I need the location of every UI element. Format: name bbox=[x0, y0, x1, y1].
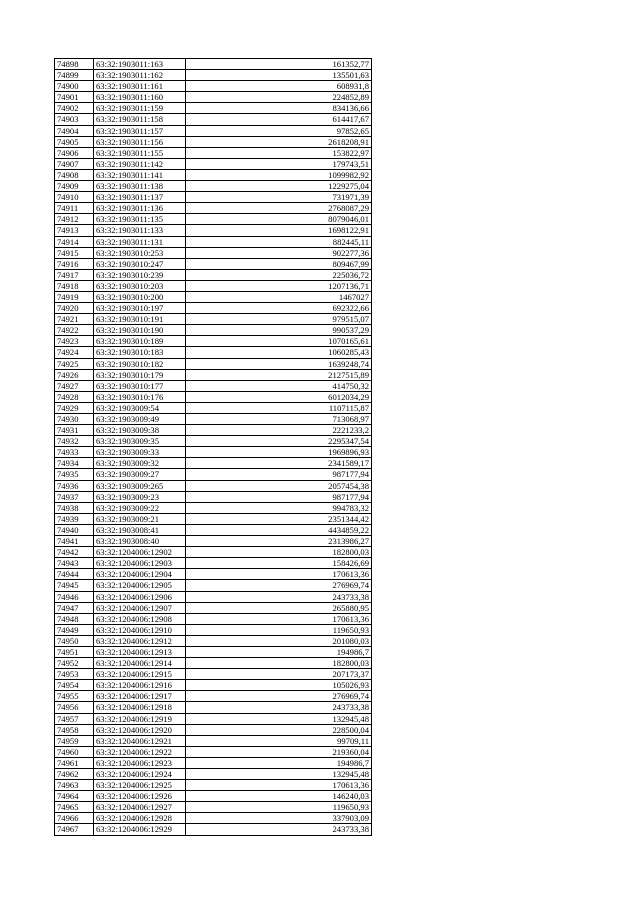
cadastral-number-cell: 63:32:1903011:161 bbox=[94, 81, 186, 92]
table-row bbox=[55, 724, 372, 735]
value-cell: 1467027 bbox=[186, 291, 372, 302]
value-cell: 809467,99 bbox=[186, 258, 372, 269]
cadastral-number-cell: 63:32:1903011:133 bbox=[94, 225, 186, 236]
cadastral-number-cell: 63:32:1903009:54 bbox=[94, 402, 186, 413]
row-number-cell: 74912 bbox=[55, 214, 94, 225]
table-row bbox=[55, 780, 372, 791]
row-number-cell: 74945 bbox=[55, 580, 94, 591]
row-number-cell: 74909 bbox=[55, 181, 94, 192]
row-number-cell: 74918 bbox=[55, 280, 94, 291]
cadastral-number-cell: 63:32:1903011:136 bbox=[94, 203, 186, 214]
table-row bbox=[55, 658, 372, 669]
row-number-cell: 74944 bbox=[55, 569, 94, 580]
table-row bbox=[55, 569, 372, 580]
table-row bbox=[55, 735, 372, 746]
table-row bbox=[55, 646, 372, 657]
row-number-cell: 74960 bbox=[55, 746, 94, 757]
row-number-cell: 74917 bbox=[55, 269, 94, 280]
table-row bbox=[55, 380, 372, 391]
row-number-cell: 74949 bbox=[55, 624, 94, 635]
row-number-cell: 74938 bbox=[55, 502, 94, 513]
cadastral-number-cell: 63:32:1903011:158 bbox=[94, 114, 186, 125]
value-cell: 692322,66 bbox=[186, 303, 372, 314]
cadastral-number-cell: 63:32:1204006:12927 bbox=[94, 802, 186, 813]
row-number-cell: 74906 bbox=[55, 147, 94, 158]
value-cell: 4434859,22 bbox=[186, 524, 372, 535]
table-row bbox=[55, 813, 372, 824]
cadastral-number-cell: 63:32:1204006:12922 bbox=[94, 746, 186, 757]
row-number-cell: 74904 bbox=[55, 125, 94, 136]
value-cell: 194986,7 bbox=[186, 757, 372, 768]
value-cell: 170613,36 bbox=[186, 569, 372, 580]
row-number-cell: 74915 bbox=[55, 247, 94, 258]
value-cell: 2295347,54 bbox=[186, 436, 372, 447]
row-number-cell: 74910 bbox=[55, 192, 94, 203]
cadastral-number-cell: 63:32:1204006:12929 bbox=[94, 824, 186, 835]
value-cell: 135501,63 bbox=[186, 70, 372, 81]
row-number-cell: 74942 bbox=[55, 547, 94, 558]
table-row bbox=[55, 114, 372, 125]
row-number-cell: 74958 bbox=[55, 724, 94, 735]
row-number-cell: 74961 bbox=[55, 757, 94, 768]
cadastral-number-cell: 63:32:1903010:197 bbox=[94, 303, 186, 314]
value-cell: 119650,93 bbox=[186, 802, 372, 813]
cadastral-number-cell: 63:32:1903010:239 bbox=[94, 269, 186, 280]
row-number-cell: 74964 bbox=[55, 791, 94, 802]
value-cell: 882445,11 bbox=[186, 236, 372, 247]
table-row bbox=[55, 635, 372, 646]
cadastral-number-cell: 63:32:1903009:265 bbox=[94, 480, 186, 491]
row-number-cell: 74959 bbox=[55, 735, 94, 746]
value-cell: 132945,48 bbox=[186, 769, 372, 780]
table-row bbox=[55, 802, 372, 813]
table-row bbox=[55, 447, 372, 458]
row-number-cell: 74933 bbox=[55, 447, 94, 458]
value-cell: 2768087,29 bbox=[186, 203, 372, 214]
value-cell: 2351344,42 bbox=[186, 513, 372, 524]
cadastral-number-cell: 63:32:1903009:49 bbox=[94, 414, 186, 425]
cadastral-number-cell: 63:32:1903010:177 bbox=[94, 380, 186, 391]
cadastral-number-cell: 63:32:1903011:162 bbox=[94, 70, 186, 81]
row-number-cell: 74943 bbox=[55, 558, 94, 569]
value-cell: 105026,93 bbox=[186, 680, 372, 691]
table-row bbox=[55, 469, 372, 480]
cadastral-number-cell: 63:32:1903011:160 bbox=[94, 92, 186, 103]
cadastral-number-cell: 63:32:1903010:189 bbox=[94, 336, 186, 347]
row-number-cell: 74948 bbox=[55, 613, 94, 624]
row-number-cell: 74908 bbox=[55, 169, 94, 180]
value-cell: 1099982,92 bbox=[186, 169, 372, 180]
value-cell: 265880,95 bbox=[186, 602, 372, 613]
cadastral-number-cell: 63:32:1903009:27 bbox=[94, 469, 186, 480]
row-number-cell: 74932 bbox=[55, 436, 94, 447]
cadastral-number-cell: 63:32:1903009:32 bbox=[94, 458, 186, 469]
value-cell: 902277,36 bbox=[186, 247, 372, 258]
cadastral-number-cell: 63:32:1204006:12914 bbox=[94, 658, 186, 669]
table-row bbox=[55, 480, 372, 491]
row-number-cell: 74905 bbox=[55, 136, 94, 147]
value-cell: 243733,38 bbox=[186, 824, 372, 835]
cadastral-number-cell: 63:32:1204006:12912 bbox=[94, 635, 186, 646]
value-cell: 224852,89 bbox=[186, 92, 372, 103]
cadastral-number-cell: 63:32:1903011:142 bbox=[94, 158, 186, 169]
row-number-cell: 74924 bbox=[55, 347, 94, 358]
value-cell: 414750,32 bbox=[186, 380, 372, 391]
value-cell: 201080,03 bbox=[186, 635, 372, 646]
row-number-cell: 74967 bbox=[55, 824, 94, 835]
cadastral-number-cell: 63:32:1204006:12910 bbox=[94, 624, 186, 635]
value-cell: 243733,38 bbox=[186, 702, 372, 713]
cadastral-number-cell: 63:32:1903008:41 bbox=[94, 524, 186, 535]
value-cell: 2313986,27 bbox=[186, 536, 372, 547]
table-row bbox=[55, 425, 372, 436]
table-row bbox=[55, 258, 372, 269]
value-cell: 119650,93 bbox=[186, 624, 372, 635]
row-number-cell: 74946 bbox=[55, 591, 94, 602]
table-row bbox=[55, 181, 372, 192]
table-row bbox=[55, 580, 372, 591]
row-number-cell: 74952 bbox=[55, 658, 94, 669]
row-number-cell: 74921 bbox=[55, 314, 94, 325]
cadastral-number-cell: 63:32:1903011:135 bbox=[94, 214, 186, 225]
cadastral-number-cell: 63:32:1204006:12917 bbox=[94, 691, 186, 702]
table-row bbox=[55, 624, 372, 635]
value-cell: 182800,03 bbox=[186, 547, 372, 558]
cadastral-number-cell: 63:32:1204006:12908 bbox=[94, 613, 186, 624]
cadastral-number-cell: 63:32:1903010:203 bbox=[94, 280, 186, 291]
table-row bbox=[55, 236, 372, 247]
value-cell: 979515,07 bbox=[186, 314, 372, 325]
table-row bbox=[55, 458, 372, 469]
row-number-cell: 74919 bbox=[55, 291, 94, 302]
cadastral-number-cell: 63:32:1903010:253 bbox=[94, 247, 186, 258]
row-number-cell: 74907 bbox=[55, 158, 94, 169]
cadastral-number-cell: 63:32:1903009:22 bbox=[94, 502, 186, 513]
value-cell: 1060285,43 bbox=[186, 347, 372, 358]
cadastral-number-cell: 63:32:1204006:12918 bbox=[94, 702, 186, 713]
table-row bbox=[55, 502, 372, 513]
value-cell: 182800,03 bbox=[186, 658, 372, 669]
value-cell: 158426,69 bbox=[186, 558, 372, 569]
table-row bbox=[55, 436, 372, 447]
row-number-cell: 74928 bbox=[55, 391, 94, 402]
row-number-cell: 74957 bbox=[55, 713, 94, 724]
value-cell: 834136,66 bbox=[186, 103, 372, 114]
cadastral-number-cell: 63:32:1903009:21 bbox=[94, 513, 186, 524]
table-row bbox=[55, 70, 372, 81]
table-row bbox=[55, 358, 372, 369]
table-row bbox=[55, 513, 372, 524]
value-cell: 1639248,74 bbox=[186, 358, 372, 369]
row-number-cell: 74899 bbox=[55, 70, 94, 81]
table-row bbox=[55, 59, 372, 70]
row-number-cell: 74966 bbox=[55, 813, 94, 824]
cadastral-number-cell: 63:32:1204006:12915 bbox=[94, 669, 186, 680]
value-cell: 179743,51 bbox=[186, 158, 372, 169]
table-row bbox=[55, 524, 372, 535]
row-number-cell: 74954 bbox=[55, 680, 94, 691]
row-number-cell: 74929 bbox=[55, 402, 94, 413]
value-cell: 2057454,38 bbox=[186, 480, 372, 491]
value-cell: 161352,77 bbox=[186, 59, 372, 70]
row-number-cell: 74939 bbox=[55, 513, 94, 524]
row-number-cell: 74923 bbox=[55, 336, 94, 347]
table-row bbox=[55, 192, 372, 203]
cadastral-number-cell: 63:32:1903008:40 bbox=[94, 536, 186, 547]
table-row bbox=[55, 591, 372, 602]
table-row bbox=[55, 214, 372, 225]
cadastral-number-cell: 63:32:1903010:182 bbox=[94, 358, 186, 369]
value-cell: 987177,94 bbox=[186, 491, 372, 502]
cadastral-number-cell: 63:32:1903011:137 bbox=[94, 192, 186, 203]
table-row bbox=[55, 713, 372, 724]
cadastral-number-cell: 63:32:1903009:38 bbox=[94, 425, 186, 436]
value-cell: 987177,94 bbox=[186, 469, 372, 480]
row-number-cell: 74951 bbox=[55, 646, 94, 657]
cadastral-number-cell: 63:32:1903011:131 bbox=[94, 236, 186, 247]
table-row bbox=[55, 702, 372, 713]
cadastral-number-cell: 63:32:1903011:159 bbox=[94, 103, 186, 114]
row-number-cell: 74962 bbox=[55, 769, 94, 780]
table-row bbox=[55, 347, 372, 358]
table-row bbox=[55, 602, 372, 613]
table-row bbox=[55, 769, 372, 780]
table-row bbox=[55, 203, 372, 214]
table-row bbox=[55, 269, 372, 280]
cadastral-number-cell: 63:32:1204006:12913 bbox=[94, 646, 186, 657]
value-cell: 2221233,2 bbox=[186, 425, 372, 436]
value-cell: 608931,8 bbox=[186, 81, 372, 92]
value-cell: 97852,65 bbox=[186, 125, 372, 136]
row-number-cell: 74900 bbox=[55, 81, 94, 92]
value-cell: 2341589,17 bbox=[186, 458, 372, 469]
row-number-cell: 74911 bbox=[55, 203, 94, 214]
value-cell: 1229275,04 bbox=[186, 181, 372, 192]
row-number-cell: 74956 bbox=[55, 702, 94, 713]
row-number-cell: 74965 bbox=[55, 802, 94, 813]
table-row bbox=[55, 103, 372, 114]
table-row bbox=[55, 280, 372, 291]
value-cell: 6012034,29 bbox=[186, 391, 372, 402]
row-number-cell: 74916 bbox=[55, 258, 94, 269]
table-row bbox=[55, 247, 372, 258]
cadastral-number-cell: 63:32:1204006:12916 bbox=[94, 680, 186, 691]
table-row bbox=[55, 147, 372, 158]
row-number-cell: 74936 bbox=[55, 480, 94, 491]
row-number-cell: 74920 bbox=[55, 303, 94, 314]
row-number-cell: 74934 bbox=[55, 458, 94, 469]
table-row bbox=[55, 536, 372, 547]
table-row bbox=[55, 225, 372, 236]
value-cell: 99709,11 bbox=[186, 735, 372, 746]
row-number-cell: 74903 bbox=[55, 114, 94, 125]
table-row bbox=[55, 158, 372, 169]
cadastral-number-cell: 63:32:1204006:12905 bbox=[94, 580, 186, 591]
row-number-cell: 74931 bbox=[55, 425, 94, 436]
row-number-cell: 74947 bbox=[55, 602, 94, 613]
value-cell: 2618208,91 bbox=[186, 136, 372, 147]
cadastral-number-cell: 63:32:1903011:156 bbox=[94, 136, 186, 147]
table-row bbox=[55, 757, 372, 768]
cadastral-number-cell: 63:32:1903010:190 bbox=[94, 325, 186, 336]
value-cell: 1969896,93 bbox=[186, 447, 372, 458]
value-cell: 170613,36 bbox=[186, 780, 372, 791]
row-number-cell: 74927 bbox=[55, 380, 94, 391]
cadastral-number-cell: 63:32:1903011:163 bbox=[94, 59, 186, 70]
table-row bbox=[55, 791, 372, 802]
cadastral-number-cell: 63:32:1204006:12926 bbox=[94, 791, 186, 802]
row-number-cell: 74930 bbox=[55, 414, 94, 425]
value-cell: 990537,29 bbox=[186, 325, 372, 336]
cadastral-number-cell: 63:32:1903010:247 bbox=[94, 258, 186, 269]
cadastral-number-cell: 63:32:1903010:191 bbox=[94, 314, 186, 325]
table-row bbox=[55, 746, 372, 757]
row-number-cell: 74955 bbox=[55, 691, 94, 702]
row-number-cell: 74914 bbox=[55, 236, 94, 247]
cadastral-number-cell: 63:32:1903009:23 bbox=[94, 491, 186, 502]
cadastral-number-cell: 63:32:1204006:12921 bbox=[94, 735, 186, 746]
value-cell: 713068,97 bbox=[186, 414, 372, 425]
table-row bbox=[55, 402, 372, 413]
cadastral-number-cell: 63:32:1204006:12928 bbox=[94, 813, 186, 824]
value-cell: 170613,36 bbox=[186, 613, 372, 624]
cadastral-number-cell: 63:32:1204006:12903 bbox=[94, 558, 186, 569]
cadastral-number-cell: 63:32:1204006:12920 bbox=[94, 724, 186, 735]
value-cell: 1107115,87 bbox=[186, 402, 372, 413]
row-number-cell: 74941 bbox=[55, 536, 94, 547]
value-cell: 614417,67 bbox=[186, 114, 372, 125]
table-row bbox=[55, 125, 372, 136]
cadastral-number-cell: 63:32:1204006:12907 bbox=[94, 602, 186, 613]
row-number-cell: 74901 bbox=[55, 92, 94, 103]
row-number-cell: 74937 bbox=[55, 491, 94, 502]
value-cell: 194986,7 bbox=[186, 646, 372, 657]
cadastral-number-cell: 63:32:1903009:35 bbox=[94, 436, 186, 447]
table-row bbox=[55, 547, 372, 558]
table-row bbox=[55, 325, 372, 336]
row-number-cell: 74963 bbox=[55, 780, 94, 791]
table-row bbox=[55, 669, 372, 680]
value-cell: 731971,39 bbox=[186, 192, 372, 203]
value-cell: 1207136,71 bbox=[186, 280, 372, 291]
table-row bbox=[55, 136, 372, 147]
cadastral-number-cell: 63:32:1204006:12924 bbox=[94, 769, 186, 780]
table-row bbox=[55, 169, 372, 180]
value-cell: 994783,32 bbox=[186, 502, 372, 513]
cadastral-number-cell: 63:32:1204006:12904 bbox=[94, 569, 186, 580]
value-cell: 2127515,89 bbox=[186, 369, 372, 380]
value-cell: 276969,74 bbox=[186, 691, 372, 702]
cadastral-number-cell: 63:32:1204006:12925 bbox=[94, 780, 186, 791]
table-row bbox=[55, 680, 372, 691]
row-number-cell: 74925 bbox=[55, 358, 94, 369]
table-row bbox=[55, 613, 372, 624]
cadastral-number-cell: 63:32:1903011:138 bbox=[94, 181, 186, 192]
value-cell: 1698122,91 bbox=[186, 225, 372, 236]
row-number-cell: 74922 bbox=[55, 325, 94, 336]
value-cell: 225036,72 bbox=[186, 269, 372, 280]
cadastral-number-cell: 63:32:1204006:12906 bbox=[94, 591, 186, 602]
value-cell: 132945,48 bbox=[186, 713, 372, 724]
row-number-cell: 74953 bbox=[55, 669, 94, 680]
cadastral-number-cell: 63:32:1204006:12919 bbox=[94, 713, 186, 724]
cadastral-number-cell: 63:32:1903009:33 bbox=[94, 447, 186, 458]
cadastral-number-cell: 63:32:1903010:179 bbox=[94, 369, 186, 380]
value-cell: 337903,09 bbox=[186, 813, 372, 824]
table-body bbox=[55, 59, 372, 836]
row-number-cell: 74913 bbox=[55, 225, 94, 236]
row-number-cell: 74950 bbox=[55, 635, 94, 646]
value-cell: 276969,74 bbox=[186, 580, 372, 591]
cadastral-number-cell: 63:32:1903011:141 bbox=[94, 169, 186, 180]
table-row bbox=[55, 558, 372, 569]
cadastral-number-cell: 63:32:1903011:155 bbox=[94, 147, 186, 158]
cadastral-number-cell: 63:32:1903010:176 bbox=[94, 391, 186, 402]
cadastral-number-cell: 63:32:1204006:12902 bbox=[94, 547, 186, 558]
table-row bbox=[55, 691, 372, 702]
table-row bbox=[55, 314, 372, 325]
table-row bbox=[55, 491, 372, 502]
value-cell: 228500,04 bbox=[186, 724, 372, 735]
table-row bbox=[55, 824, 372, 835]
value-cell: 243733,38 bbox=[186, 591, 372, 602]
table-row bbox=[55, 291, 372, 302]
value-cell: 207173,37 bbox=[186, 669, 372, 680]
cadastral-number-cell: 63:32:1204006:12923 bbox=[94, 757, 186, 768]
value-cell: 153822,97 bbox=[186, 147, 372, 158]
row-number-cell: 74935 bbox=[55, 469, 94, 480]
table-row bbox=[55, 303, 372, 314]
value-cell: 146240,03 bbox=[186, 791, 372, 802]
cadastral-value-table bbox=[54, 58, 372, 836]
row-number-cell: 74940 bbox=[55, 524, 94, 535]
value-cell: 8079046,01 bbox=[186, 214, 372, 225]
table-row bbox=[55, 81, 372, 92]
document-page bbox=[54, 58, 371, 836]
table-row bbox=[55, 92, 372, 103]
cadastral-number-cell: 63:32:1903010:200 bbox=[94, 291, 186, 302]
table-row bbox=[55, 391, 372, 402]
cadastral-number-cell: 63:32:1903010:183 bbox=[94, 347, 186, 358]
value-cell: 219360,04 bbox=[186, 746, 372, 757]
row-number-cell: 74898 bbox=[55, 59, 94, 70]
table-row bbox=[55, 336, 372, 347]
row-number-cell: 74926 bbox=[55, 369, 94, 380]
cadastral-number-cell: 63:32:1903011:157 bbox=[94, 125, 186, 136]
row-number-cell: 74902 bbox=[55, 103, 94, 114]
value-cell: 1070165,61 bbox=[186, 336, 372, 347]
table-row bbox=[55, 414, 372, 425]
table-row bbox=[55, 369, 372, 380]
